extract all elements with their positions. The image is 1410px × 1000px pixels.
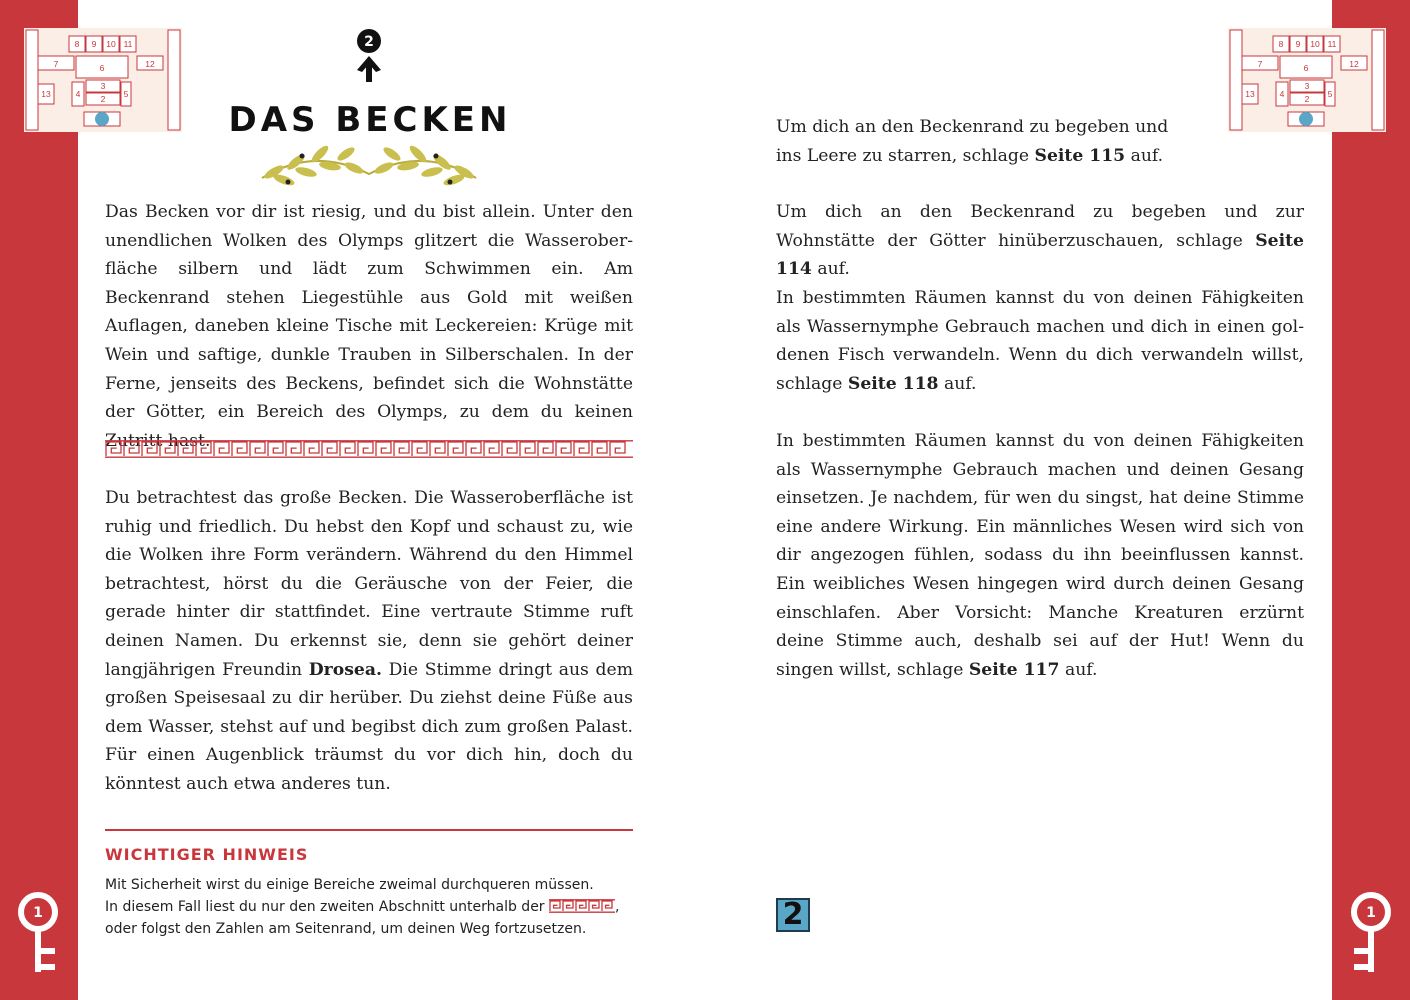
- room-13: 13: [41, 89, 51, 99]
- character-name: Drosea.: [308, 659, 382, 680]
- hint-line: oder folgst den Zahlen am Seitenrand, um deinen Weg fortzusetzen.: [105, 921, 587, 937]
- room-6: 6: [1303, 63, 1309, 73]
- room-4: 4: [75, 89, 81, 99]
- choice-option-1: Um dich an den Beckenrand zu begeben und ins Leere zu starren, schlage Seite 115 auf.: [776, 117, 1169, 166]
- room-12: 12: [145, 59, 155, 69]
- room-9: 9: [91, 39, 97, 49]
- choice-option-2: Um dich an den Beckenrand zu begeben und zur Wohnstätte der Götter hinüberzuschauen, schlage Seite 114 auf.: [776, 202, 1304, 280]
- room-10: 10: [1310, 39, 1320, 49]
- room-6: 6: [99, 63, 105, 73]
- room-9: 9: [1295, 39, 1301, 49]
- hint-text: Mit Sicherheit wirst du einige Bereiche zweimal durchqueren müssen. In diesem Fall liest du nur den zweiten Abschnitt unterhalb der , oder folgst den Zahlen am Seitenrand, um deinen Weg fortzusetzen.: [105, 874, 645, 940]
- chapter-title: DAS BECKEN: [228, 100, 512, 140]
- room-12: 12: [1349, 59, 1359, 69]
- story-paragraph-1: [105, 198, 633, 455]
- room-2: 2: [100, 94, 106, 104]
- page-reference-link[interactable]: Seite 115: [1034, 145, 1126, 166]
- arrow-up-icon: [357, 56, 381, 82]
- story-text: Das Becken vor dir ist riesig, und du bist allein. Unter den unendlichen Wolken des Olymps glitzert die Wasseroberfläche silbern und lädt zum Schwimmen ein. Am Beckenrand stehen Liegestühle aus Gold mit weißen Auflagen, daneben kleine Tische mit Leckereien: Krüge mit Wein und saftige, dunkle Trauben in Silberschalen. In der Ferne, jenseits des Beckens, befindet sich die Wohnstätte der Götter, ein Bereich des Olymps, zu dem du keinen Zutritt hast.: [105, 202, 633, 451]
- room-8: 8: [1278, 39, 1284, 49]
- greek-key-icon: [549, 899, 615, 913]
- room-13: 13: [1245, 89, 1255, 99]
- room-5: 5: [123, 89, 129, 99]
- room-3: 3: [100, 81, 106, 91]
- story-paragraph-2: [105, 484, 633, 799]
- key-number: 1: [33, 905, 43, 921]
- key-number: 1: [1366, 905, 1376, 921]
- room-11: 11: [1327, 39, 1337, 49]
- room-10: 10: [106, 39, 116, 49]
- room-7: 7: [1257, 59, 1263, 69]
- chapter-number: 2: [364, 34, 374, 50]
- right-margin-band: [1332, 0, 1410, 1000]
- left-margin-band: [0, 0, 78, 1000]
- page-reference-link[interactable]: Seite 117: [968, 659, 1060, 680]
- room-4: 4: [1279, 89, 1285, 99]
- room-7: 7: [53, 59, 59, 69]
- laurel-ornament: [254, 138, 484, 194]
- hint-divider: [105, 829, 633, 831]
- choice-option-3: In bestimmten Räumen kannst du von deinen Fähigkeiten als Wassernymphe Gebrauch machen und dich in einen goldenen Fisch verwandeln. Wenn du dich verwandeln willst, schlage Seite 118 auf.: [776, 288, 1304, 394]
- hint-title: WICHTIGER HINWEIS: [105, 845, 309, 864]
- chapter-badge: [340, 28, 400, 84]
- room-11: 11: [123, 39, 133, 49]
- hint-line: In diesem Fall liest du nur den zweiten Abschnitt unterhalb der: [105, 899, 550, 915]
- room-5: 5: [1327, 89, 1333, 99]
- room-3: 3: [1304, 81, 1310, 91]
- room-8: 8: [74, 39, 80, 49]
- greek-key-divider: [105, 440, 633, 458]
- choice-option-4: In bestimmten Räumen kannst du von deinen Fähigkeiten als Wassernymphe Gebrauch machen und deinen Gesang einsetzen. Je nachdem, für wen du singst, hat deine Stimme eine andere Wirkung. Ein männliches Wesen wird sich von dir angezogen fühlen, sodass du ihn beeinflussen kannst. Ein weibliches Wesen hingegen wird durch deinen Gesang einschlafen. Aber Vorsicht: Manche Kreaturen erzürnt deine Stimme auch, deshalb sei auf der Hut! Wenn du singen willst, schlage Seite 117 auf.: [776, 431, 1304, 680]
- page-reference-link[interactable]: Seite 118: [847, 373, 939, 394]
- key-icon-right: [1349, 890, 1393, 974]
- page-number: 2: [776, 898, 810, 932]
- palace-minimap-left: [24, 28, 182, 132]
- page-reference-link[interactable]: Seite 114: [776, 230, 1304, 280]
- key-icon-left: [16, 890, 60, 974]
- story-text: Du betrachtest das große Becken. Die Wasseroberfläche ist ruhig und friedlich. Du hebst den Kopf und schaust zu, wie die Wolken ihre Form verändern. Während du den Himmel betrachtest, hörst du die Geräusche von der Feier, die gerade hinter dir stattfindet. Eine vertraute Stimme ruft deinen Namen. Du erkennst sie, denn sie gehört deiner langjährigen Freundin: [105, 488, 633, 680]
- story-text: Die Stimme dringt aus dem großen Speisesaal zu dir herüber. Du ziehst deine Füße aus dem Wasser, stehst auf und begibst dich zum großen Palast. Für einen Augenblick träumst du vor dich hin, doch du könntest auch etwa anderes tun.: [105, 659, 633, 794]
- hint-line: Mit Sicherheit wirst du einige Bereiche zweimal durchqueren müssen.: [105, 877, 594, 893]
- room-2: 2: [1304, 94, 1310, 104]
